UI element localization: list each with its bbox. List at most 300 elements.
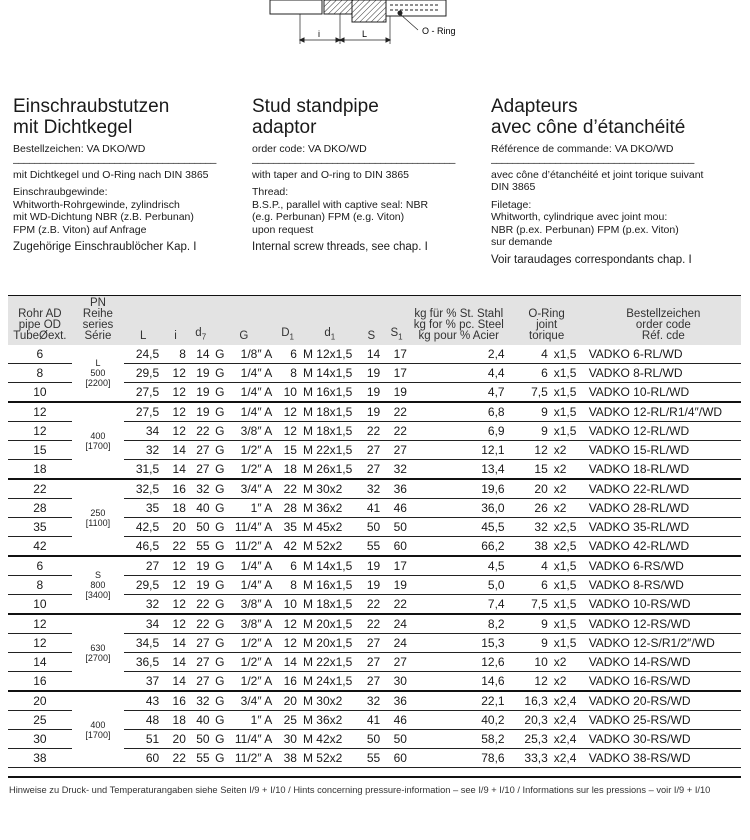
- desc-fr-3: Whitworth, cylindrique avec joint mou:: [491, 211, 668, 223]
- table-cell: 30: [383, 672, 410, 692]
- pn-series-cell: 400 [1700]: [72, 402, 124, 479]
- table-cell: 3/8″ A: [227, 422, 275, 441]
- table-cell: 36,5: [124, 653, 162, 672]
- table-cell: 32: [383, 460, 410, 480]
- table-cell: 6: [8, 345, 72, 364]
- oring-label: O - Ring: [422, 26, 456, 36]
- table-cell: 8: [275, 364, 300, 383]
- table-cell: 50: [383, 730, 410, 749]
- table-cell: 51: [124, 730, 162, 749]
- table-cell: M 16x1,5: [300, 383, 360, 403]
- table-cell: G: [213, 576, 227, 595]
- table-cell: G: [213, 364, 227, 383]
- desc-en-5: upon request: [252, 223, 314, 236]
- table-cell: 27: [383, 441, 410, 460]
- table-cell: 1/4″ A: [227, 383, 275, 403]
- table-cell: 15: [508, 460, 551, 480]
- table-cell: x1,5: [551, 383, 586, 403]
- table-cell: 12: [275, 614, 300, 634]
- table-cell: 12: [162, 364, 189, 383]
- table-cell: 6: [275, 556, 300, 576]
- table-cell: VADKO 12-S/R1/2″/WD: [586, 634, 741, 653]
- desc-en-6: Internal screw threads, see chap. I: [252, 241, 428, 253]
- table-cell: 1/2″ A: [227, 653, 275, 672]
- table-cell: 19: [360, 556, 384, 576]
- table-cell: 25: [8, 711, 72, 730]
- table-cell: VADKO 14-RS/WD: [586, 653, 741, 672]
- header-d7: $d_7$: [189, 296, 213, 345]
- table-cell: 12: [508, 672, 551, 692]
- table-cell: x2,5: [551, 537, 586, 557]
- table-cell: x2,4: [551, 711, 586, 730]
- table-cell: 42: [8, 537, 72, 557]
- intro-english: [252, 96, 480, 254]
- table-cell: M 26x1,5: [300, 460, 360, 480]
- table-cell: G: [213, 711, 227, 730]
- table-cell: G: [213, 595, 227, 615]
- table-cell: 33,3: [508, 749, 551, 768]
- table-cell: 50: [189, 518, 213, 537]
- table-cell: VADKO 35-RL/WD: [586, 518, 741, 537]
- table-row: [8, 691, 741, 711]
- pn-series-cell: 630 [2700]: [72, 614, 124, 691]
- table-cell: VADKO 18-RL/WD: [586, 460, 741, 480]
- table-cell: 19,6: [410, 479, 508, 499]
- table-row: [8, 479, 741, 499]
- table-cell: 12: [162, 595, 189, 615]
- table-cell: 12: [275, 422, 300, 441]
- table-cell: 35: [124, 499, 162, 518]
- table-cell: 19: [360, 383, 384, 403]
- table-cell: 10: [275, 595, 300, 615]
- table-cell: 40: [189, 499, 213, 518]
- table-cell: 35: [275, 518, 300, 537]
- table-cell: 1/4″ A: [227, 364, 275, 383]
- table-row: [8, 402, 741, 422]
- table-cell: 10: [508, 653, 551, 672]
- table-cell: VADKO 20-RS/WD: [586, 691, 741, 711]
- desc-fr-2: Filetage:: [491, 198, 532, 211]
- table-cell: G: [213, 537, 227, 557]
- desc-de-5: FPM (z.B. Viton) auf Anfrage: [13, 223, 147, 236]
- table-cell: G: [213, 345, 227, 364]
- table-cell: x2: [551, 672, 586, 692]
- table-cell: 19: [189, 364, 213, 383]
- table-cell: 6: [508, 364, 551, 383]
- table-cell: x2: [551, 460, 586, 480]
- desc-fr-1: avec cône d’étanchéité et joint torique suivant: [491, 168, 704, 181]
- table-cell: M 14x1,5: [300, 364, 360, 383]
- table-cell: 15: [8, 441, 72, 460]
- table-cell: 20: [8, 691, 72, 711]
- table-cell: 19: [189, 576, 213, 595]
- table-cell: 12,1: [410, 441, 508, 460]
- header-d1: $d_1$: [300, 296, 360, 345]
- table-cell: 19: [189, 383, 213, 403]
- table-cell: 12: [162, 614, 189, 634]
- table-cell: 32: [189, 479, 213, 499]
- table-cell: x1,5: [551, 595, 586, 615]
- table-cell: 28: [8, 499, 72, 518]
- table-cell: 60: [124, 749, 162, 768]
- title-fr-2: avec cône d’étanchéité: [491, 117, 686, 138]
- table-cell: 1/2″ A: [227, 672, 275, 692]
- table-cell: 38: [275, 749, 300, 768]
- table-cell: 1″ A: [227, 711, 275, 730]
- table-cell: x2: [551, 499, 586, 518]
- table-cell: 14: [162, 634, 189, 653]
- table-cell: 18: [162, 499, 189, 518]
- table-cell: 32: [360, 691, 384, 711]
- pn-series-cell: 250 [1100]: [72, 479, 124, 556]
- header-tube: Rohr AD pipe OD TubeØext.: [8, 296, 72, 345]
- table-cell: x1,5: [551, 402, 586, 422]
- table-cell: 6,9: [410, 422, 508, 441]
- table-cell: 6: [508, 576, 551, 595]
- table-cell: 4,7: [410, 383, 508, 403]
- table-cell: 32: [124, 595, 162, 615]
- table-cell: x2,4: [551, 749, 586, 768]
- table-cell: 9: [508, 614, 551, 634]
- table-cell: 24: [383, 614, 410, 634]
- table-cell: VADKO 6-RS/WD: [586, 556, 741, 576]
- header-L: L: [124, 296, 162, 345]
- table-cell: M 20x1,5: [300, 634, 360, 653]
- table-cell: 36,0: [410, 499, 508, 518]
- intro-french: [491, 96, 731, 266]
- table-cell: 27,5: [124, 383, 162, 403]
- table-cell: 22: [360, 614, 384, 634]
- table-cell: 32: [124, 441, 162, 460]
- separator-de: ––––––––––––––––––––––––––––––––––––––: [13, 156, 216, 169]
- header-i: i: [162, 296, 189, 345]
- table-cell: 16: [275, 672, 300, 692]
- table-cell: 34: [124, 614, 162, 634]
- table-cell: 14: [8, 653, 72, 672]
- table-cell: x1,5: [551, 422, 586, 441]
- table-cell: G: [213, 402, 227, 422]
- table-cell: G: [213, 479, 227, 499]
- table-cell: M 22x1,5: [300, 653, 360, 672]
- desc-de-3: Whitworth-Rohrgewinde, zylindrisch: [13, 198, 180, 211]
- table-cell: 41: [360, 499, 384, 518]
- table-cell: 27: [189, 672, 213, 692]
- table-cell: 26: [508, 499, 551, 518]
- table-cell: 22: [189, 614, 213, 634]
- table-cell: 19: [383, 383, 410, 403]
- desc-fr-5: sur demande: [491, 236, 553, 248]
- table-cell: 11/4″ A: [227, 518, 275, 537]
- table-cell: 10: [8, 595, 72, 615]
- table-cell: M 14x1,5: [300, 556, 360, 576]
- desc-fr-4: NBR (p.ex. Perbunan) FPM (p.ex. Viton): [491, 223, 679, 236]
- table-cell: 15,3: [410, 634, 508, 653]
- table-cell: M 45x2: [300, 518, 360, 537]
- table-cell: 30: [275, 730, 300, 749]
- table-cell: 27: [360, 653, 384, 672]
- table-cell: x2: [551, 441, 586, 460]
- table-cell: G: [213, 441, 227, 460]
- header-S1: $S_1$: [383, 296, 410, 345]
- table-cell: 12: [8, 402, 72, 422]
- table-cell: 10: [8, 383, 72, 403]
- table-cell: 16: [162, 479, 189, 499]
- table-cell: M 52x2: [300, 537, 360, 557]
- table-cell: 37: [124, 672, 162, 692]
- table-cell: 24: [383, 634, 410, 653]
- table-cell: 2,4: [410, 345, 508, 364]
- header-weight: kg für % St. Stahl kg for % pc. Steel kg pour % Acier: [410, 296, 508, 345]
- table-cell: x1,5: [551, 614, 586, 634]
- table-cell: 5,0: [410, 576, 508, 595]
- table-cell: 3/8″ A: [227, 595, 275, 615]
- table-cell: G: [213, 460, 227, 480]
- table-cell: VADKO 22-RL/WD: [586, 479, 741, 499]
- table-cell: 9: [508, 402, 551, 422]
- table-cell: G: [213, 614, 227, 634]
- table-cell: 1/4″ A: [227, 556, 275, 576]
- table-cell: 22: [189, 595, 213, 615]
- dim-i-label: i: [318, 29, 320, 39]
- table-cell: 20,3: [508, 711, 551, 730]
- table-cell: M 36x2: [300, 499, 360, 518]
- dimension-table: [8, 296, 741, 768]
- table-cell: M 12x1,5: [300, 345, 360, 364]
- table-cell: VADKO 15-RL/WD: [586, 441, 741, 460]
- desc-fr-1b: DIN 3865: [491, 181, 536, 193]
- table-cell: x1,5: [551, 634, 586, 653]
- table-cell: 35: [8, 518, 72, 537]
- table-cell: M 52x2: [300, 749, 360, 768]
- dim-l-label: L: [362, 29, 368, 39]
- table-cell: 55: [360, 537, 384, 557]
- table-cell: 16,3: [508, 691, 551, 711]
- table-cell: 28: [275, 499, 300, 518]
- table-cell: 55: [189, 537, 213, 557]
- table-cell: 16: [162, 691, 189, 711]
- table-cell: x2: [551, 479, 586, 499]
- table-cell: M 18x1,5: [300, 402, 360, 422]
- table-cell: 46: [383, 711, 410, 730]
- table-cell: 12: [162, 556, 189, 576]
- table-cell: G: [213, 653, 227, 672]
- table-cell: 27: [360, 634, 384, 653]
- table-cell: 22: [275, 479, 300, 499]
- table-cell: 6,8: [410, 402, 508, 422]
- table-cell: 12: [8, 614, 72, 634]
- table-cell: G: [213, 749, 227, 768]
- table-cell: 36: [383, 691, 410, 711]
- table-cell: 31,5: [124, 460, 162, 480]
- table-cell: G: [213, 383, 227, 403]
- table-cell: 38: [508, 537, 551, 557]
- table-cell: 34,5: [124, 634, 162, 653]
- table-cell: 29,5: [124, 364, 162, 383]
- header-S: S: [360, 296, 384, 345]
- desc-en-2: Thread:: [252, 186, 289, 198]
- table-cell: 22: [360, 422, 384, 441]
- table-cell: 19: [189, 402, 213, 422]
- desc-de-4: mit WD-Dichtung NBR (z.B. Perbunan): [13, 211, 194, 223]
- table-cell: 66,2: [410, 537, 508, 557]
- table-cell: M 30x2: [300, 479, 360, 499]
- table-cell: 13,4: [410, 460, 508, 480]
- desc-de-1: mit Dichtkegel und O-Ring nach DIN 3865: [13, 168, 209, 181]
- table-cell: 27: [189, 634, 213, 653]
- table-cell: 22: [162, 749, 189, 768]
- table-cell: VADKO 42-RL/WD: [586, 537, 741, 557]
- table-cell: 6: [8, 556, 72, 576]
- table-cell: 19: [360, 364, 384, 383]
- table-row: [8, 614, 741, 634]
- table-cell: 22,1: [410, 691, 508, 711]
- header-G: G: [213, 296, 276, 345]
- table-cell: VADKO 38-RS/WD: [586, 749, 741, 768]
- table-cell: 12: [275, 402, 300, 422]
- table-cell: 32: [189, 691, 213, 711]
- desc-fr-6: Voir taraudages correspondants chap. I: [491, 253, 692, 266]
- table-row: [8, 556, 741, 576]
- table-cell: 18: [8, 460, 72, 480]
- table-cell: 12: [162, 576, 189, 595]
- table-cell: 42,5: [124, 518, 162, 537]
- table-cell: 1/8″ A: [227, 345, 275, 364]
- table-cell: 19: [189, 556, 213, 576]
- table-cell: VADKO 8-RL/WD: [586, 364, 741, 383]
- table-cell: 1/4″ A: [227, 576, 275, 595]
- table-cell: 14: [360, 345, 384, 364]
- table-cell: 14: [275, 653, 300, 672]
- table-cell: VADKO 10-RL/WD: [586, 383, 741, 403]
- table-cell: 12: [162, 383, 189, 403]
- pn-series-cell: L 500 [2200]: [72, 345, 124, 402]
- table-cell: 60: [383, 749, 410, 768]
- table-cell: 46: [383, 499, 410, 518]
- table-cell: 27: [360, 460, 384, 480]
- table-cell: 22: [383, 422, 410, 441]
- table-cell: 17: [383, 364, 410, 383]
- table-cell: 1/2″ A: [227, 441, 275, 460]
- table-cell: 32: [360, 479, 384, 499]
- table-cell: M 36x2: [300, 711, 360, 730]
- table-cell: 18: [162, 711, 189, 730]
- table-row: [8, 345, 741, 364]
- table-cell: 22: [383, 595, 410, 615]
- header-pn: PN Reihe series Série: [72, 296, 124, 345]
- table-cell: 29,5: [124, 576, 162, 595]
- table-cell: 4: [508, 345, 551, 364]
- table-cell: 12,6: [410, 653, 508, 672]
- table-cell: 12: [8, 422, 72, 441]
- table-cell: 8: [8, 364, 72, 383]
- table-cell: 34: [124, 422, 162, 441]
- separator-fr: ––––––––––––––––––––––––––––––––––––––: [491, 156, 694, 169]
- table-cell: 3/8″ A: [227, 614, 275, 634]
- pn-series-cell: S 800 [3400]: [72, 556, 124, 614]
- desc-de-6: Zugehörige Einschraublöcher Kap. I: [13, 241, 197, 253]
- order-code-en: order code: VA DKO/WD: [252, 143, 367, 155]
- table-cell: 11/2″ A: [227, 749, 275, 768]
- table-cell: M 18x1,5: [300, 595, 360, 615]
- table-cell: x1,5: [551, 576, 586, 595]
- table-cell: VADKO 10-RS/WD: [586, 595, 741, 615]
- table-cell: 11/4″ A: [227, 730, 275, 749]
- table-cell: 40,2: [410, 711, 508, 730]
- table-cell: 48: [124, 711, 162, 730]
- table-cell: 14: [162, 460, 189, 480]
- table-cell: M 42x2: [300, 730, 360, 749]
- table-cell: 25: [275, 711, 300, 730]
- table-cell: G: [213, 634, 227, 653]
- table-cell: 8,2: [410, 614, 508, 634]
- table-cell: 15: [275, 441, 300, 460]
- table-cell: 10: [275, 383, 300, 403]
- table-cell: x1,5: [551, 364, 586, 383]
- table-cell: 22: [189, 422, 213, 441]
- table-cell: 7,5: [508, 595, 551, 615]
- table-cell: 41: [360, 711, 384, 730]
- table-cell: 19: [383, 576, 410, 595]
- table-cell: 27,5: [124, 402, 162, 422]
- table-cell: M 20x1,5: [300, 614, 360, 634]
- header-oring: O-Ring joint torique: [508, 296, 586, 345]
- table-cell: 45,5: [410, 518, 508, 537]
- table-cell: 19: [360, 576, 384, 595]
- table-cell: 12: [162, 422, 189, 441]
- table-cell: 22: [8, 479, 72, 499]
- table-cell: 17: [383, 556, 410, 576]
- separator-en: ––––––––––––––––––––––––––––––––––––––: [252, 156, 455, 169]
- table-cell: 38: [8, 749, 72, 768]
- table-cell: 4: [508, 556, 551, 576]
- table-cell: 55: [189, 749, 213, 768]
- desc-en-3: B.S.P., parallel with captive seal: NBR: [252, 198, 429, 211]
- table-cell: 22: [360, 595, 384, 615]
- table-cell: G: [213, 499, 227, 518]
- table-cell: 60: [383, 537, 410, 557]
- table-cell: 40: [189, 711, 213, 730]
- table-cell: 46,5: [124, 537, 162, 557]
- table-cell: 4,4: [410, 364, 508, 383]
- pn-series-cell: 400 [1700]: [72, 691, 124, 768]
- table-cell: x2,4: [551, 730, 586, 749]
- table-cell: 32: [508, 518, 551, 537]
- table-cell: M 24x1,5: [300, 672, 360, 692]
- table-cell: VADKO 6-RL/WD: [586, 345, 741, 364]
- table-cell: 27: [189, 441, 213, 460]
- table-cell: 25,3: [508, 730, 551, 749]
- table-cell: 7,5: [508, 383, 551, 403]
- table-cell: x2,4: [551, 691, 586, 711]
- desc-en-1: with taper and O-ring to DIN 3865: [252, 168, 409, 181]
- table-cell: G: [213, 691, 227, 711]
- table-cell: 36: [383, 479, 410, 499]
- table-cell: 12: [275, 634, 300, 653]
- table-cell: 7,4: [410, 595, 508, 615]
- table-cell: 9: [508, 422, 551, 441]
- table-cell: x1,5: [551, 556, 586, 576]
- footer-note: Hinweise zu Druck- und Temperaturangaben siehe Seiten I/9 + I/10 / Hints concerning pressure-information – see I/9 + I/10 / Informations sur les pressions – voir I/9 + I/10: [9, 785, 711, 795]
- table-cell: 1/2″ A: [227, 460, 275, 480]
- table-cell: VADKO 12-RL/R1/4″/WD: [586, 402, 741, 422]
- table-cell: 14,6: [410, 672, 508, 692]
- table-cell: 22: [383, 402, 410, 422]
- desc-de-2: Einschraubgewinde:: [13, 186, 108, 198]
- table-cell: VADKO 8-RS/WD: [586, 576, 741, 595]
- table-cell: 20: [162, 730, 189, 749]
- table-cell: 30: [8, 730, 72, 749]
- table-cell: 20: [508, 479, 551, 499]
